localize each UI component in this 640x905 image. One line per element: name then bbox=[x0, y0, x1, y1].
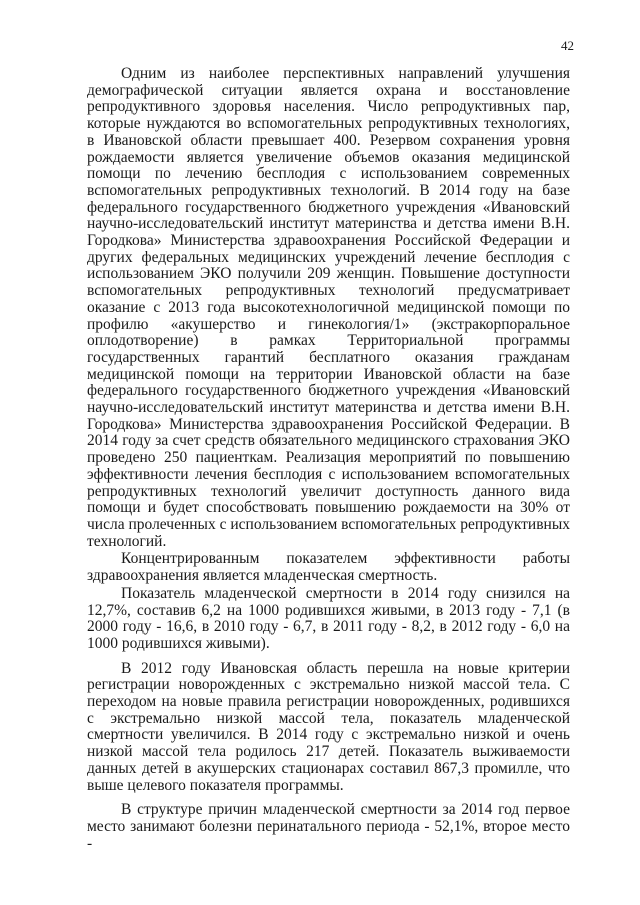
page-number: 42 bbox=[561, 38, 574, 53]
paragraph-reproductive-health: Одним из наиболее перспективных направлений улучшения демографической ситуации является охрана и восстановление репродуктивного здоровья населения. Число репродуктивных пар, которые нуждаются во вспомогательных репродуктивных технологиях, в Ивановской области превышает 400. Резервом сохранения уровня рождаемости является увеличение объемов оказания медицинской помощи по лечению бесплодия с использованием современных вспомогательных репродуктивных технологий. В 2014 году на базе федерального государственного бюджетного учреждения «Ивановский научно-исследовательский институт материнства и детства имени В.Н. Городкова» Министерства здравоохранения Российской Федерации и других федеральных медицинских учреждений лечение бесплодия с использованием ЭКО получили 209 женщин. Повышение доступности вспомогательных репродуктивных технологий предусматривает оказание с 2013 года высокотехнологичной медицинской помощи по профилю «акушерство и гинекология/1» (экстракорпоральное оплодотворение) в рамках Территориальной программы государственных гарантий бесплатного оказания гражданам медицинской помощи на территории Ивановской области на базе федерального государственного бюджетного учреждения «Ивановский научно-исследовательский институт материнства и детства имени В.Н. Городкова» Министерства здравоохранения Российской Федерации. В 2014 году за счет средств обязательного медицинского страхования ЭКО проведено 250 пациенткам. Реализация мероприятий по повышению эффективности лечения бесплодия с использованием вспомогательных репродуктивных технологий увеличит доступность данного вида помощи и будет способствовать повышению рождаемости на 30% от числа пролеченных с использованием вспомогательных репродуктивных технологий. bbox=[87, 65, 570, 550]
paragraph-efficiency-indicator: Концентрированным показателем эффективности работы здравоохранения является младенческая смертность. bbox=[87, 550, 570, 585]
paragraph-infant-mortality-rate: Показатель младенческой смертности в 2014 году снизился на 12,7%, составив 6,2 на 1000 родившихся живыми, в 2013 году - 7,1 (в 2000 году - 16,6, в 2010 году - 6,7, в 2011 году - 8,2, в 2012 году - 6,0 на 1000 родившихся живыми). bbox=[87, 584, 570, 652]
body-text bbox=[87, 66, 570, 852]
paragraph-mortality-structure: В структуре причин младенческой смертности за 2014 год первое место занимают болезни перинатального периода - 52,1%, второе место - bbox=[87, 801, 570, 852]
paragraph-registration-criteria: В 2012 году Ивановская область перешла на новые критерии регистрации новорожденных с экстремально низкой массой тела. С переходом на новые правила регистрации новорожденных, родившихся с экстремально низкой массой тела, показатель младенческой смертности увеличился. В 2014 году с экстремально низкой и очень низкой массой тела родилось 217 детей. Показатель выживаемости данных детей в акушерских стационарах составил 867,3 промилле, что выше целевого показателя программы. bbox=[87, 659, 570, 794]
